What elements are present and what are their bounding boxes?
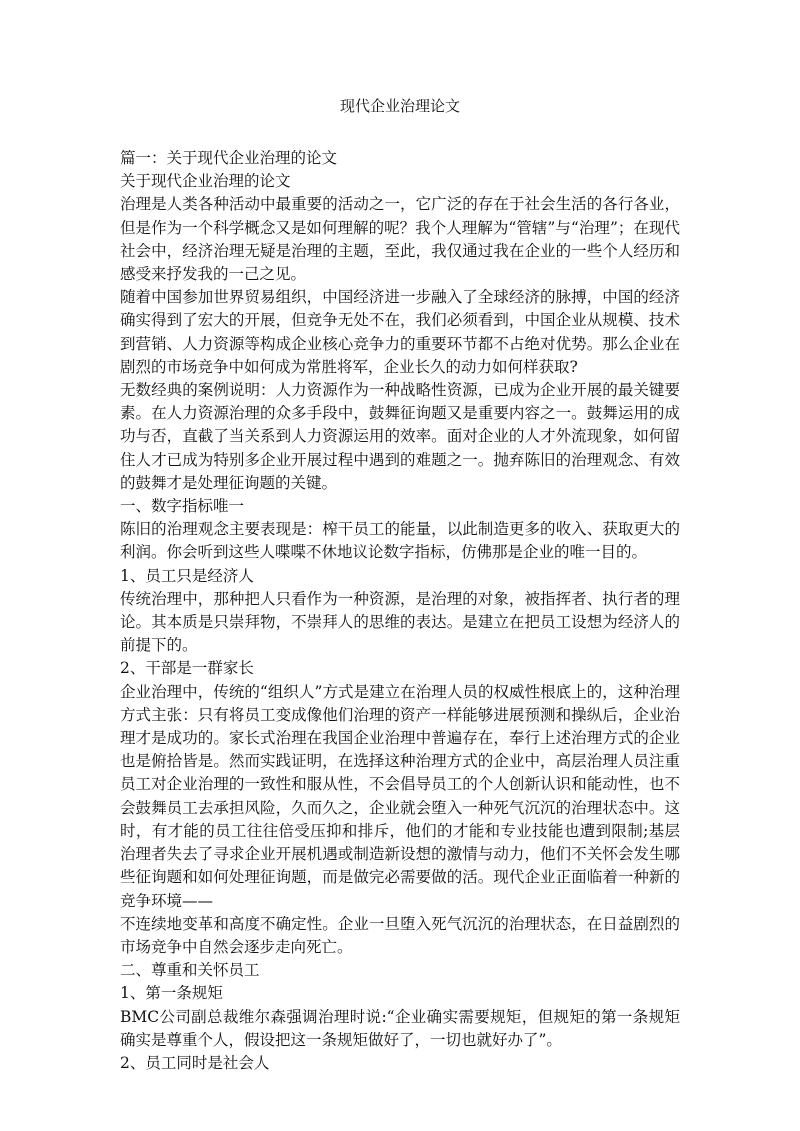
section-heading: 关于现代企业治理的论文 bbox=[120, 172, 291, 191]
paragraph: 企业治理中，传统的“组织人”方式是建立在治理人员的权威性根底上的，这种治理方式主张：只有将员工变成像他们治理的资产一样能够进展预测和操纵后，企业治理才是成功的。家长式治理在我国企业治理中普遍存在，奉行上述治理方式的企业也是俯拾皆是。然而实践证明，在选择这种治理方式的企业中，高层治理人员注重员工对企业治理的一致性和服从性，不会倡导员工的个人创新认识和能动性，也不会鼓舞员工去承担风险，久而久之，企业就会堕入一种死气沉沉的治理状态中。这时，有才能的员工往往倍受压抑和排斥，他们的才能和专业技能也遭到限制;基层治理者失去了寻求企业开展机遇或制造新设想的激情与动力，他们不关怀会发生哪些征询题和如何处理征询题，而是做完必需要做的活。现代企业正面临着一种新的竞争环境—— bbox=[120, 682, 680, 910]
section-heading: 2、干部是一群家长 bbox=[120, 659, 254, 678]
paragraph: 不连续地变革和高度不确定性。企业一旦堕入死气沉沉的治理状态，在日益剧烈的市场竞争中自然会逐步走向死亡。 bbox=[120, 914, 680, 956]
paragraph: 陈旧的治理观念主要表现是：榨干员工的能量，以此制造更多的收入、获取更大的利润。你会听到这些人喋喋不休地议论数字指标，仿佛那是企业的唯一目的。 bbox=[120, 520, 680, 562]
paragraph: 随着中国参加世界贸易组织，中国经济进一步融入了全球经济的脉搏，中国的经济确实得到了宏大的开展，但竞争无处不在，我们必须看到，中国企业从规模、技术到营销、人力资源等构成企业核心竞争力的重要环节都不占绝对优势。那么企业在剧烈的市场竞争中如何成为常胜将军，企业长久的动力如何样获取? bbox=[120, 288, 680, 376]
section-heading: 二、尊重和关怀员工 bbox=[120, 961, 260, 980]
document-body bbox=[120, 147, 680, 1075]
paragraph: 传统治理中，那种把人只看作为一种资源，是治理的对象，被指挥者、执行者的理论。其本质是只崇拜物，不崇拜人的思维的表达。是建立在把员工设想为经济人的前提下的。 bbox=[120, 589, 680, 655]
document-title: 现代企业治理论文 bbox=[339, 97, 460, 115]
paragraph: 治理是人类各种活动中最重要的活动之一，它广泛的存在于社会生活的各行各业，但是作为一个科学概念又是如何理解的呢？我个人理解为“管辖”与“治理”；在现代社会中，经济治理无疑是治理的主题，至此，我仅通过我在企业的一些个人经历和感受来抒发我的一己之见。 bbox=[120, 195, 680, 284]
section-heading: 2、员工同时是社会人 bbox=[120, 1053, 270, 1072]
paragraph: 无数经典的案例说明：人力资源作为一种战略性资源，已成为企业开展的最关键要素。在人力资源治理的众多手段中，鼓舞征询题又是重要内容之一。鼓舞运用的成功与否，直截了当关系到人力资源运用的效率。面对企业的人才外流现象，如何留住人才已成为特别多企业开展过程中遇到的难题之一。抛弃陈旧的治理观念、有效的鼓舞才是处理征询题的关键。 bbox=[120, 381, 680, 492]
document-page bbox=[120, 95, 680, 1075]
section-heading: 1、员工只是经济人 bbox=[120, 566, 254, 585]
paragraph: BMC公司副总裁维尔森强调治理时说:“企业确实需要规矩，但规矩的第一条规矩确实是尊重个人，假设把这一条规矩做好了，一切也就好办了”。 bbox=[120, 1007, 680, 1049]
section-heading: 1、第一条规矩 bbox=[120, 984, 223, 1003]
section-heading: 篇一：关于现代企业治理的论文 bbox=[120, 149, 338, 167]
section-heading: 一、数字指标唯一 bbox=[120, 497, 245, 516]
